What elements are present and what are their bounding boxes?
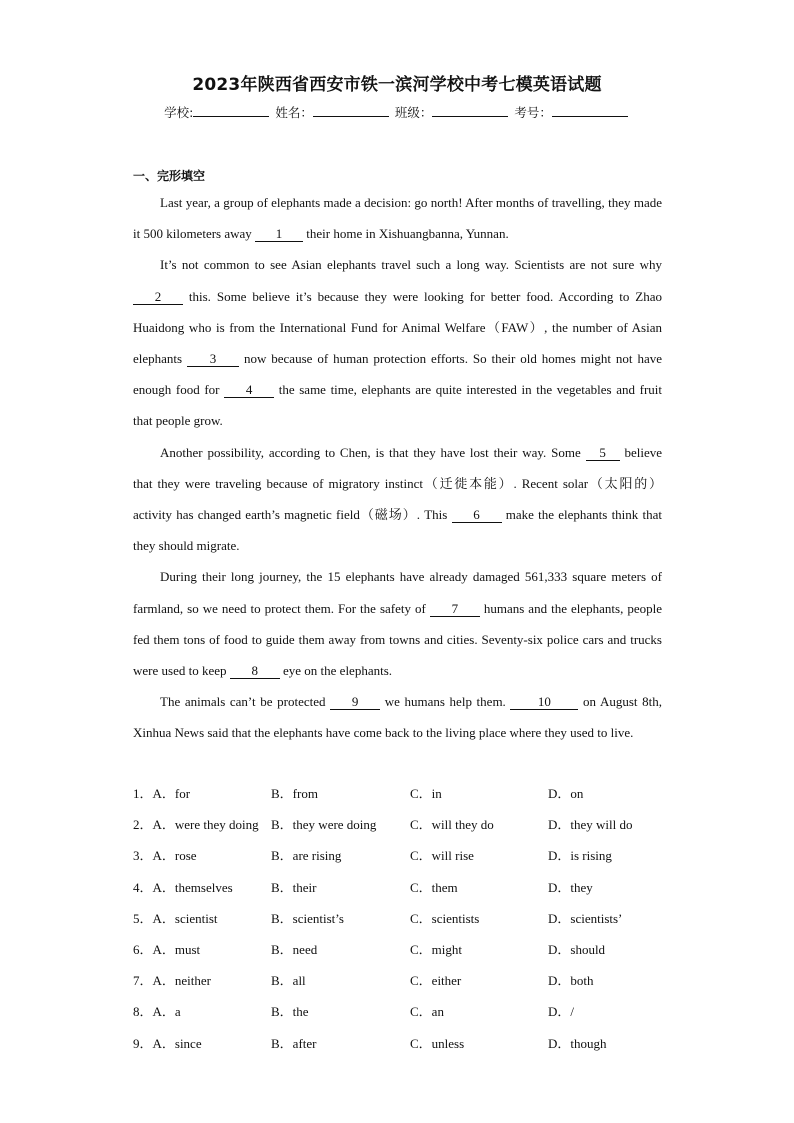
option-3-d[interactable]: D．is rising [548,848,612,864]
passage-text: humans and the elephants, people fed them tons of food to guide them away from towns and cities. Seventy-six police cars and trucks were used to keep [133,600,662,679]
passage-text: The animals can’t be protected [160,694,331,710]
blank-4[interactable]: 4 [224,383,274,398]
school-label: 学校: [164,105,194,120]
option-3-a[interactable]: 3．A．rose [133,848,197,864]
section-title: 一、完形填空 [133,169,206,183]
option-4-d[interactable]: D．they [548,879,593,895]
blank-5[interactable]: 5 [586,446,620,461]
class-label: 班级： [394,105,433,120]
student-info-line [0,103,794,121]
option-row-6 [133,934,693,965]
passage-text: Last year, a group of elephants made a decision: go north! After months of travelling, they made it 500 kilometers away [133,195,662,242]
option-4-c[interactable]: C．them [410,879,458,895]
exam-title: 2023年陕西省西安市铁一滨河学校中考七模英语试题 [192,75,602,95]
passage-text: on August 8th, Xinhua News said that the elephants have come back to the living place where they used to live. [133,694,662,741]
option-2-d[interactable]: D．they will do [548,817,633,833]
option-5-a[interactable]: 5．A．scientist [133,910,218,926]
option-4-a[interactable]: 4．A．themselves [133,879,233,895]
option-9-c[interactable]: C．unless [410,1035,465,1051]
option-row-5 [133,903,693,934]
option-1-c[interactable]: C．in [410,786,442,801]
passage-text: the same time, elephants are quite interested in the vegetables and fruit that people grow. [133,382,662,429]
option-6-d[interactable]: D．should [548,941,606,957]
name-label: 姓名： [275,105,313,120]
passage-text: now because of human protection efforts. So their old homes might not have enough food for [133,351,663,398]
number-blank[interactable] [552,104,628,117]
blank-7[interactable]: 7 [430,602,480,617]
blank-10[interactable]: 10 [510,695,578,710]
option-4-b[interactable]: B．their [271,879,317,895]
option-row-2 [133,809,693,840]
option-5-c[interactable]: C．scientists [410,910,480,926]
passage-text: During their long journey, the 15 elephants have already damaged 561,333 square meters of farmland, so we need to protect them. For the safety of [133,569,662,616]
option-1-a[interactable]: 1．A．for [133,786,191,801]
blank-1[interactable]: 1 [255,227,303,242]
option-2-b[interactable]: B．they were doing [271,817,377,833]
option-3-c[interactable]: C．will rise [410,848,474,864]
passage-text: we humans help them. [380,694,511,710]
passage-text: believe that they were traveling because of migratory instinct（迁徙本能）. Recent solar（太阳的）activity has changed earth’s magnetic field（磁场）. This [133,444,662,523]
option-8-b[interactable]: B．the [271,1004,309,1020]
option-2-a[interactable]: 2．A．were they doing [133,817,259,833]
passage-text: eye on the elephants. [279,663,393,679]
paragraph-3 [133,437,662,562]
option-6-c[interactable]: C．might [410,941,463,957]
cloze-passage [133,187,662,749]
passage-text: make the elephants think that they should migrate. [133,507,663,554]
option-8-c[interactable]: C．an [410,1004,444,1020]
option-3-b[interactable]: B．are rising [271,848,342,864]
option-row-3 [133,840,693,871]
option-row-8 [133,996,693,1027]
passage-text: Another possibility, according to Chen, is that they have lost their way. Some [160,444,586,460]
option-7-d[interactable]: D．both [548,973,594,989]
option-8-d[interactable]: D．/ [548,1004,575,1020]
blank-2[interactable]: 2 [133,290,183,305]
option-5-d[interactable]: D．scientists’ [548,910,623,926]
paragraph-1 [133,187,662,249]
option-7-a[interactable]: 7．A．neither [133,973,211,989]
option-row-4 [133,872,693,903]
option-row-1 [133,778,693,809]
option-9-b[interactable]: B．after [271,1035,317,1051]
blank-9[interactable]: 9 [330,695,380,710]
number-label: 考号： [514,105,552,120]
passage-text: It’s not common to see Asian elephants travel such a long way. Scientists are not sure why [160,257,662,273]
option-9-a[interactable]: 9．A．since [133,1035,202,1051]
paragraph-2 [133,249,662,436]
option-9-d[interactable]: D．though [548,1035,607,1051]
blank-6[interactable]: 6 [452,508,502,523]
option-row-7 [133,965,693,996]
class-blank[interactable] [432,104,508,117]
passage-text: this. Some believe it’s because they were looking for better food. According to Zhao Huaidong who is from the International Fund for Animal Welfare（FAW）, the number of Asian elephants [133,288,662,367]
option-row-9 [133,1028,693,1059]
option-6-a[interactable]: 6．A．must [133,941,201,957]
school-blank[interactable] [193,104,269,117]
paragraph-4 [133,561,662,686]
name-blank[interactable] [313,104,389,117]
option-6-b[interactable]: B．need [271,941,318,957]
blank-3[interactable]: 3 [187,352,239,367]
paragraph-5 [133,686,662,748]
answer-options [133,778,693,1059]
passage-text: their home in Xishuangbanna, Yunnan. [303,226,509,242]
option-1-b[interactable]: B．from [271,786,318,801]
option-7-b[interactable]: B．all [271,973,306,989]
option-2-c[interactable]: C．will they do [410,817,494,833]
option-8-a[interactable]: 8．A．a [133,1004,181,1020]
blank-8[interactable]: 8 [230,664,280,679]
option-5-b[interactable]: B．scientist’s [271,910,344,926]
option-7-c[interactable]: C．either [410,973,462,989]
option-1-d[interactable]: D．on [548,786,584,801]
